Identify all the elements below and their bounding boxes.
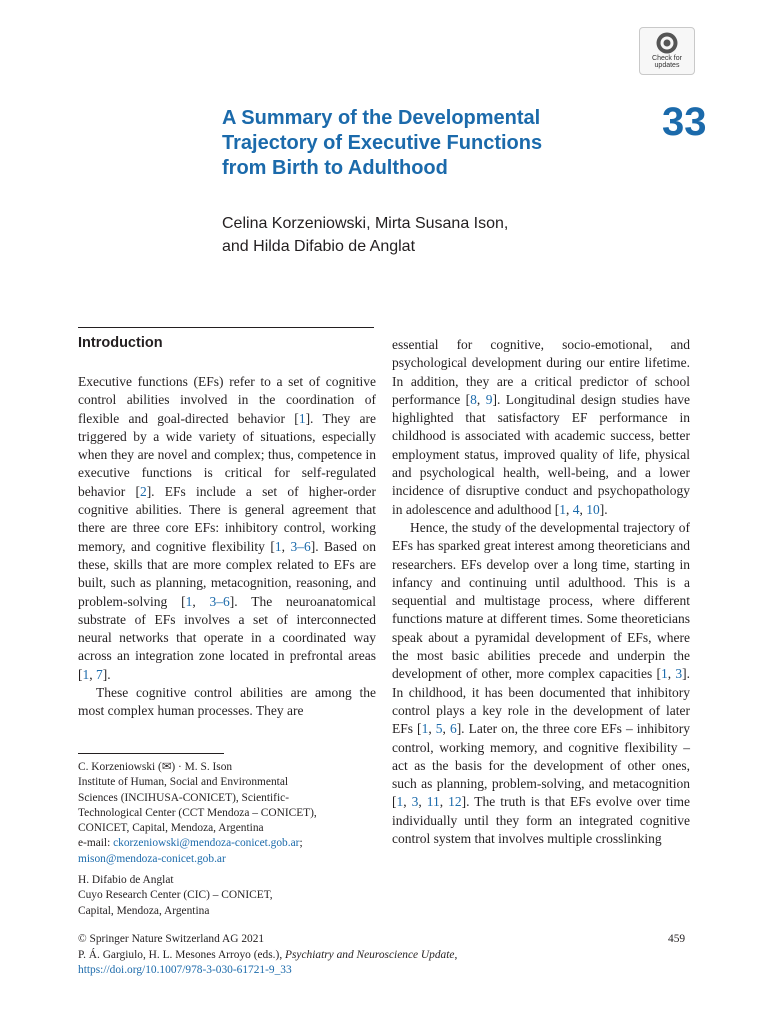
email-separator: ; <box>299 837 303 850</box>
email-line <box>78 852 378 867</box>
affiliation-line: Technological Center (CCT Mendoza – CONICET), <box>78 806 317 819</box>
citation-ref[interactable]: 2 <box>139 483 147 499</box>
email-line <box>78 836 378 851</box>
affiliation-authors: C. Korzeniowski (✉) · M. S. Ison <box>78 761 233 773</box>
citation-book-title: Psychiatry and Neuroscience Update <box>285 948 455 961</box>
affiliation-line: CONICET, Capital, Mendoza, Argentina <box>78 822 264 835</box>
citation-prefix: P. Á. Gargiulo, H. L. Mesones Arroyo (eds.), <box>78 948 286 961</box>
doi-link[interactable]: https://doi.org/10.1007/978-3-030-61721-9_33 <box>78 964 292 976</box>
citation-ref[interactable]: 1 <box>661 666 668 682</box>
copyright-line: © Springer Nature Switzerland AG 2021 <box>78 933 265 945</box>
email-link-2[interactable]: mison@mendoza-conicet.gob.ar <box>78 852 226 865</box>
citation-ref[interactable]: 3–6 <box>290 538 311 554</box>
email-link-1[interactable]: ckorzeniowski@mendoza-conicet.gob.ar <box>113 837 300 850</box>
citation-suffix: , <box>454 948 458 961</box>
citation-ref[interactable]: 3 <box>411 794 419 810</box>
affiliation-2 <box>78 873 378 919</box>
citation-ref[interactable]: 1 <box>396 794 404 810</box>
authors-line-2: and Hilda Difabio de Anglat <box>222 238 416 255</box>
citation-ref[interactable]: 10 <box>586 501 600 517</box>
section-heading: Introduction <box>78 335 163 351</box>
badge-line-1: Check for <box>652 55 682 62</box>
citation-ref[interactable]: 1 <box>298 410 306 426</box>
citation-ref[interactable]: 12 <box>448 794 462 810</box>
affiliation-line: Institute of Human, Social and Environmental <box>78 776 289 789</box>
footnote-rule <box>78 753 224 754</box>
footer <box>78 932 698 979</box>
citation-ref[interactable]: 5 <box>435 721 443 737</box>
chapter-authors <box>222 212 662 258</box>
affiliations <box>78 760 378 925</box>
citation-ref[interactable]: 4 <box>572 501 580 517</box>
section-rule <box>78 327 374 328</box>
chapter-title <box>222 106 622 181</box>
paragraph: Hence, the study of the developmental trajectory of EFs has sparked great interest among theoreticians and researchers. EFs develop over a long time, starting in infancy and continuing until adulthood. This is a sequential and multistage process, where different functions mature at different times. Some theoreticians speak about a pyramidal development of EFs, where the most basic abilities precede and underpin the development of other, more complex capacities [1, 3]. In childhood, it has been documented that inhibitory control plays a key role in the development of later EFs [1, 5, 6]. Later on, the three core EFs – inhibitory control, working memory, and cognitive flexibility – act as the basis for the development of other ones, such as planning, problem-solving, and metacognition [1, 3, 11, 12]. The truth is that EFs evolve over time individually until they form an integrated cognitive control system that involves multiple crosslinking <box>392 519 691 847</box>
citation-ref[interactable]: 1 <box>421 721 429 737</box>
authors-line-1: Celina Korzeniowski, Mirta Susana Ison, <box>222 215 509 232</box>
citation-ref[interactable]: 1 <box>559 501 566 517</box>
affiliation-line: Capital, Mendoza, Argentina <box>78 904 210 917</box>
paragraph: Executive functions (EFs) refer to a set of cognitive control abilities involved in the coordination of flexible and goal-directed behavior [1]. They are triggered by a wide variety of situations, especially when they are novel and complex; thus, competence in executive functions is critical for self-regulated behavior [2]. EFs include a set of higher-order cognitive abilities. There is general agreement that there are three core EFs: inhibitory control, working memory, and cognitive flexibility [1, 3–6]. Based on these, skills that are more complex related to EFs are built, such as planning, metacognition, reasoning, and problem-solving [1, 3–6]. The neuroanatomical substrate of EFs involves a set of interconnected neural networks that operate in a coordinated way across an integration zone located in prefrontal areas [1, 7]. <box>78 374 377 682</box>
page-number: 459 <box>668 933 686 945</box>
email-label: e-mail: <box>78 837 114 850</box>
chapter-title-line-2: Trajectory of Executive Functions <box>222 132 543 154</box>
citation-ref[interactable]: 1 <box>185 593 193 609</box>
citation-ref[interactable]: 3 <box>675 666 683 682</box>
left-column <box>78 373 376 721</box>
right-column <box>392 336 690 848</box>
affiliation-1 <box>78 760 378 867</box>
chapter-title-line-1: A Summary of the Developmental <box>222 107 541 129</box>
citation-ref[interactable]: 1 <box>82 666 90 682</box>
check-updates-icon <box>655 31 679 55</box>
citation-ref[interactable]: 6 <box>449 721 457 737</box>
citation-ref[interactable]: 9 <box>485 391 493 407</box>
badge-line-2: updates <box>654 62 680 69</box>
affiliation-authors: H. Difabio de Anglat <box>78 874 174 887</box>
affiliation-line: Sciences (INCIHUSA-CONICET), Scientific- <box>78 791 289 804</box>
paragraph: These cognitive control abilities are among the most complex human processes. They are <box>78 685 376 719</box>
chapter-number: 33 <box>662 100 707 144</box>
citation-line <box>78 948 698 964</box>
chapter-title-line-3: from Birth to Adulthood <box>222 157 448 179</box>
citation-ref[interactable]: 11 <box>426 794 440 810</box>
paragraph: essential for cognitive, socio-emotional, and psychological development during our entire lifetime. In addition, they are a critical predictor of school performance [8, 9]. Longitudinal design studies have highlighted that satisfactory EF performance in childhood is associated with academic success, better employment status, improved quality of life, physical and psychological health, well-being, and a lower incidence of disruptive conduct and psychopathology in adolescence and adulthood [1, 4, 10]. <box>392 337 691 517</box>
citation-ref[interactable]: 7 <box>96 666 103 682</box>
citation-ref[interactable]: 1 <box>274 538 282 554</box>
affiliation-line: Cuyo Research Center (CIC) – CONICET, <box>78 889 273 902</box>
doi-line <box>78 963 698 979</box>
citation-ref[interactable]: 3–6 <box>209 593 230 609</box>
check-for-updates-badge[interactable] <box>639 27 695 75</box>
citation-ref[interactable]: 8 <box>470 391 477 407</box>
